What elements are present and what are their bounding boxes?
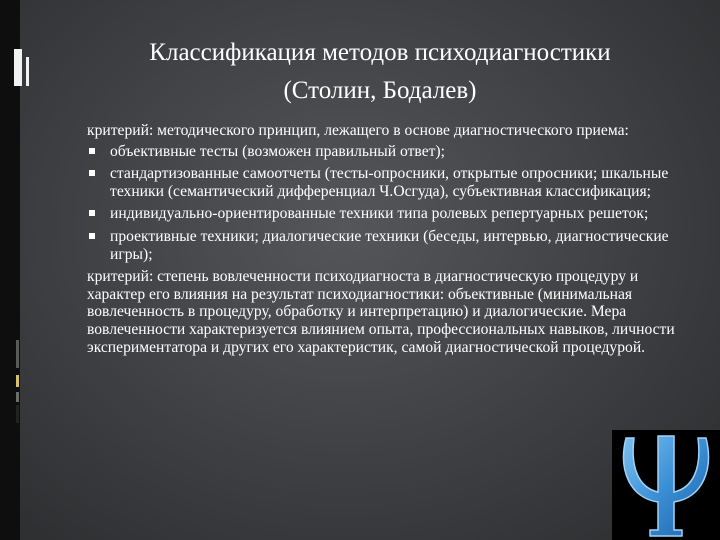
list-item-text: объективные тесты (возможен правильный ответ); (110, 142, 445, 160)
decor-bar (16, 392, 19, 402)
decor-bar (26, 57, 29, 86)
square-bullet-icon (89, 170, 95, 176)
slide-body (87, 122, 697, 356)
list-item-text: индивидуально-ориентированные техники типа ролевых репертуарных решеток; (110, 205, 649, 223)
square-bullet-icon (89, 148, 95, 154)
criterion-1: критерий: методического принцип, лежащего в основе диагностического приема: (87, 122, 629, 139)
decor-bar (14, 49, 22, 86)
psi-symbol-icon (612, 430, 720, 540)
method-list (87, 143, 697, 264)
list-item (87, 165, 697, 200)
decor-bar (16, 340, 19, 368)
decor-bar (16, 405, 19, 423)
title-line-1: Классификация методов психодиагностики (149, 39, 611, 66)
list-item-text: проективные техники; диалогические техники (беседы, интервью, диагностические игры); (110, 227, 669, 263)
list-item (87, 205, 697, 223)
list-item (87, 143, 697, 161)
square-bullet-icon (89, 233, 95, 239)
title-line-2: (Столин, Бодалев) (283, 77, 477, 104)
list-item-text: стандартизованные самоотчеты (тесты-опросники, открытые опросники; шкальные техники (семантический дифференциал Ч.Осгуда), субъективная классификация; (110, 165, 669, 200)
slide-title (60, 34, 700, 110)
list-item (87, 228, 697, 263)
decor-bar (16, 375, 19, 387)
square-bullet-icon (89, 210, 95, 216)
criterion-2: критерий: степень вовлеченности психодиагноста в диагностическую процедуру и характер его влияния на результат психодиагностики: объективные (минимальная вовлеченность в процедуру, обработку и интерпретацию) и диалогические. Мера вовлеченности характеризуется влиянием опыта, профессиональных навыков, личности экспериментатора и других его характеристик, самой диагностической процедурой. (87, 268, 675, 356)
